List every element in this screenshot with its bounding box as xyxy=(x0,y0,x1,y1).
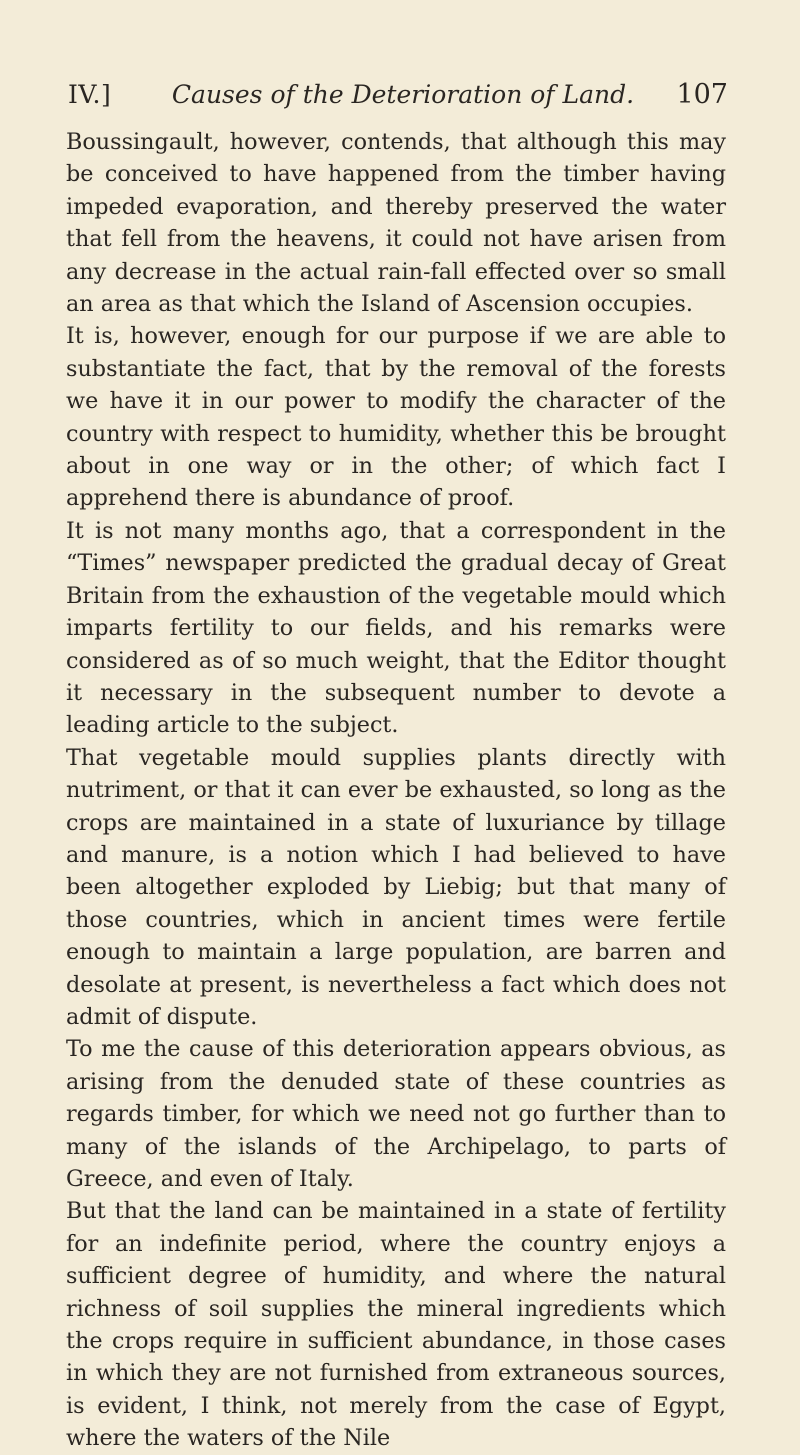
running-title: Causes of the Deterioration of Land. xyxy=(171,80,635,109)
paragraph: To me the cause of this deterioration appears obvious, as arising from the denuded state of these countries as regards timber, for which we need not go further than to many of the islands of the Archipelago, to parts of Greece, and even of Italy. xyxy=(66,1036,726,1192)
paragraph: It is not many months ago, that a correspondent in the “Times” newspaper predicted the gradual decay of Great Britain from the exhaustion of the vegetable mould which imparts fertility to our fields, and his remarks were considered as of so much weight, that the Editor thought it necessary in the subsequent number to devote a leading article to the subject. xyxy=(66,517,726,739)
page-number: 107 xyxy=(676,79,728,110)
running-head xyxy=(66,68,726,122)
chapter-number: IV.] xyxy=(68,80,112,109)
paragraph: That vegetable mould supplies plants directly with nutriment, or that it can ever be exhausted, so long as the crops are maintained in a state of luxuriance by tillage and manure, is a notion which I had believed to have been altogether exploded by Liebig; but that many of those countries, which in ancient times were fertile enough to maintain a large population, are barren and desolate at present, is nevertheless a fact which does not admit of dispute. xyxy=(66,744,726,1030)
paragraph: Boussingault, however, contends, that although this may be conceived to have happened from the timber having impeded evaporation, and thereby preserved the water that fell from the heavens, it could not have arisen from any decrease in the actual rain-fall effected over so small an area as that which the Island of Ascension occupies. xyxy=(66,129,726,318)
body-text xyxy=(66,126,726,1455)
paragraph: It is, however, enough for our purpose if we are able to substantiate the fact, that by the removal of the forests we have it in our power to modify the character of the country with respect to humidity, whether this be brought about in one way or in the other; of which fact I apprehend there is abundance of proof. xyxy=(66,323,726,512)
paragraph: But that the land can be maintained in a state of fertility for an indefinite period, where the country enjoys a sufficient degree of humidity, and where the natural richness of soil supplies the mineral ingredients which the crops require in sufficient abundance, in those cases in which they are not furnished from extraneous sources, is evident, I think, not merely from the case of Egypt, where the waters of the Nile xyxy=(66,1198,726,1452)
